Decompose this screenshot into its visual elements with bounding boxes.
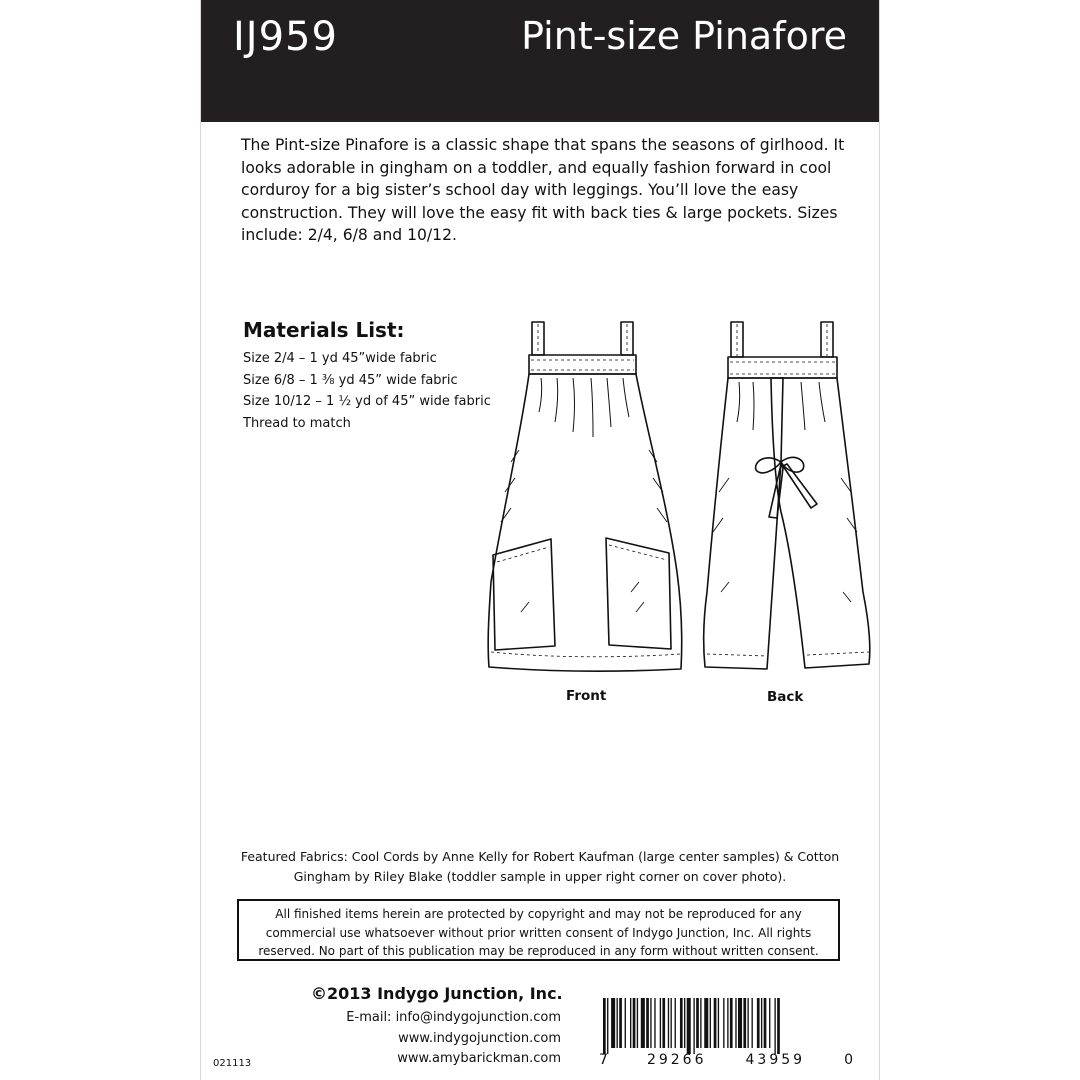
material-item: Size 2/4 – 1 yd 45”wide fabric [243,351,437,366]
barcode-bar [625,998,626,1048]
material-item: Size 10/12 – 1 ½ yd of 45” wide fabric [243,394,491,409]
barcode-bar [730,998,733,1048]
barcode-bar [735,998,736,1048]
barcode-bar [727,998,728,1048]
barcode-bar [633,998,636,1048]
barcode-bar [710,998,711,1048]
barcode-bar [764,998,767,1048]
material-item: Size 6/8 – 1 ⅜ yd 45” wide fabric [243,372,458,388]
pattern-title: Pint-size Pinafore [521,14,847,58]
barcode-bar [603,998,606,1054]
barcode-bar [769,998,770,1048]
barcode-right-group: 43959 [745,1052,806,1068]
website-link: www.indygojunction.com [398,1030,561,1046]
back-view-drawing [704,322,870,669]
copyright-notice: All finished items herein are protected by copyright and may not be reproduced for any commercial use whatsoever without prior written consent of Indygo Junction, Inc. All rights reserved. No part of this publication may be reproduced in any form without written consent. [237,899,840,961]
contact-info [321,1008,561,1070]
barcode-bar [680,998,683,1048]
barcode-bar [738,998,742,1048]
barcode-bar [723,998,724,1048]
barcode-bar [630,998,631,1048]
barcode-digits [599,1052,853,1068]
barcode-bar [704,998,708,1048]
barcode-bar [607,998,608,1054]
barcode-bar [641,998,645,1048]
barcode-left-group: 29266 [646,1052,707,1068]
upc-barcode [599,998,853,1054]
barcode-bar [650,998,651,1048]
barcode-bar [757,998,760,1048]
material-item: Thread to match [243,415,351,431]
featured-fabrics: Featured Fabrics: Cool Cords by Anne Kelly for Robert Kaufman (large center samples) & Cotton Gingham by Riley Blake (toddler sample in upper right corner on cover photo). [240,849,840,884]
barcode-bar [637,998,638,1048]
email-line: E-mail: info@indygojunction.com [346,1010,561,1025]
barcode-bar [684,998,685,1048]
barcode-bar [696,998,699,1048]
company-name: ©2013 Indygo Junction, Inc. [311,984,563,1003]
barcode-bar [761,998,762,1048]
barcode-first-digit: 7 [599,1052,608,1068]
front-view-drawing [488,322,682,671]
header-band [201,0,879,122]
barcode-bar [675,998,676,1048]
barcode-bar [777,998,780,1054]
barcode-bar [752,998,753,1048]
pattern-back-cover [201,0,879,1080]
barcode-bar [619,998,622,1048]
website-link: www.amybarickman.com [397,1051,561,1066]
barcode-check-digit: 0 [844,1052,853,1068]
pinafore-illustrations [481,312,879,682]
barcode-bar [700,998,701,1048]
barcode-bar [714,998,717,1048]
barcode-bar [687,998,691,1054]
barcode-bar [660,998,661,1048]
barcode-bar [693,998,694,1054]
barcode-bar [743,998,746,1048]
back-label: Back [767,689,804,705]
materials-list [243,348,491,434]
barcode-bar [646,998,649,1048]
barcode-bar [747,998,748,1048]
barcode-bar [662,998,665,1048]
front-label: Front [566,688,607,704]
barcode-bar [617,998,618,1048]
barcode-bar [671,998,672,1048]
job-number: 021113 [213,1058,252,1069]
barcode-bar [668,998,669,1048]
pattern-code: IJ959 [233,14,338,60]
materials-title: Materials List: [243,318,405,342]
barcode-bar [611,998,615,1048]
intro-paragraph: The Pint-size Pinafore is a classic shape that spans the seasons of girlhood. It looks adorable in gingham on a toddler, and equally fashion forward in cool corduroy for a big sister’s school day with leggings. You’ll love the easy construction. They will love the easy fit with back ties & large pockets. Sizes include: 2/4, 6/8 and 10/12. [241,136,845,244]
barcode-bar [718,998,719,1048]
barcode-bar [654,998,655,1048]
barcode-bar [774,998,775,1054]
